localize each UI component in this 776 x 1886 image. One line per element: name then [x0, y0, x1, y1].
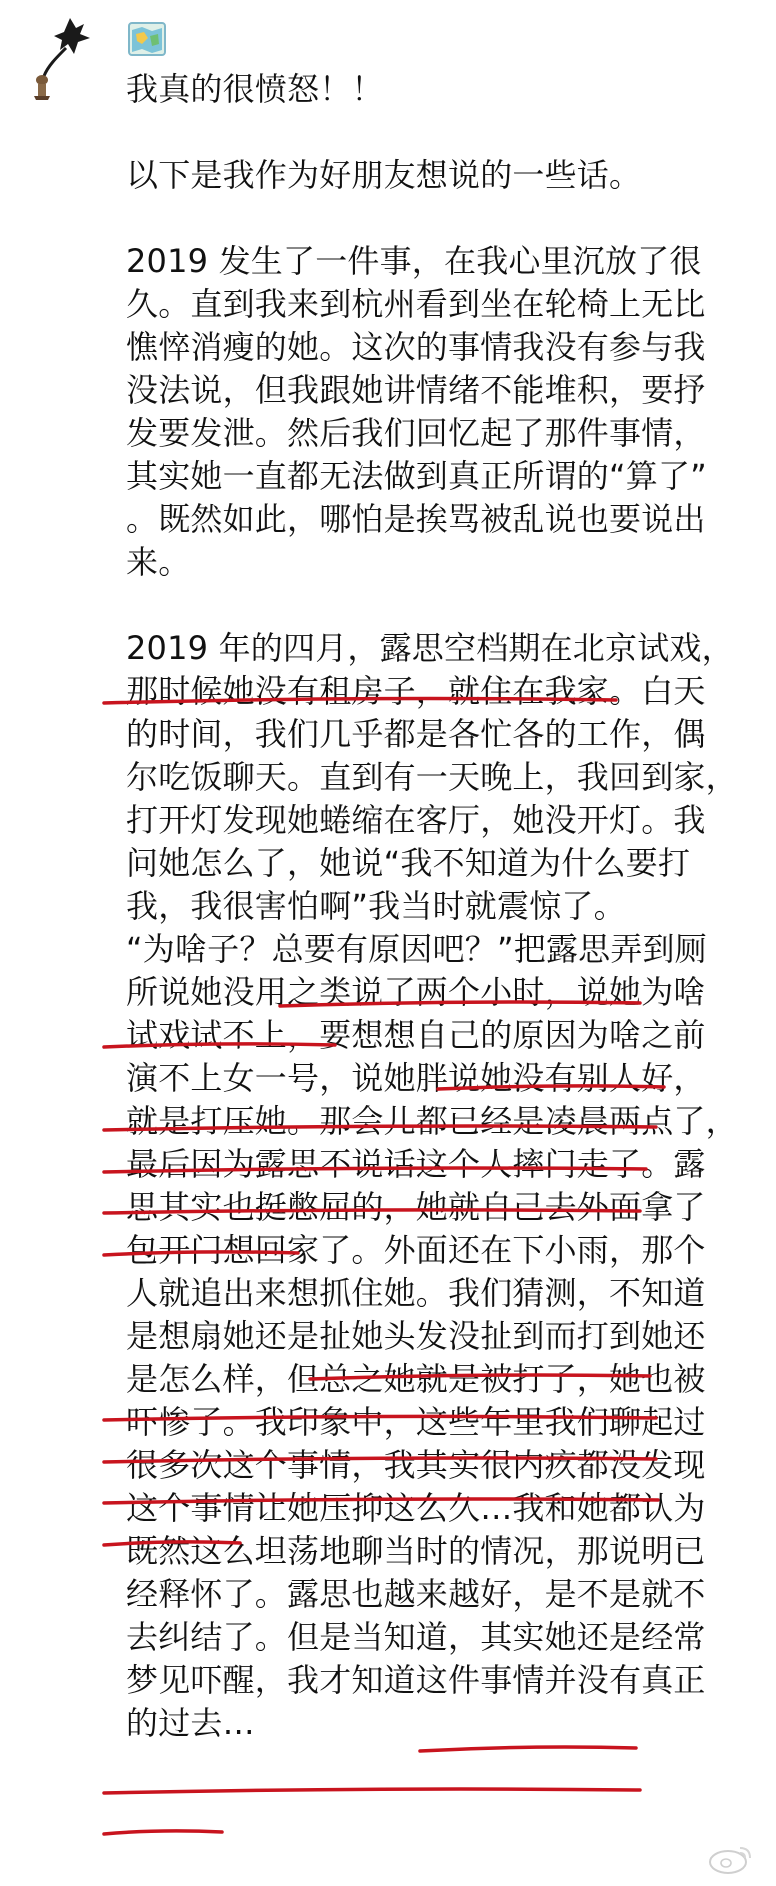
post-line-27: 思其实也挺憋屈的，她就自己去外面拿了	[126, 1188, 706, 1226]
post-line-17: 尔吃饭聊天。直到有一天晚上，我回到家，	[126, 758, 738, 796]
post-line-5: 2019 发生了一件事，在我心里沉放了很	[126, 242, 702, 280]
post-line-19: 问她怎么了，她说“我不知道为什么要打	[126, 844, 691, 882]
post-line-39: 的过去…	[126, 1704, 255, 1742]
post-line-11: 。既然如此，哪怕是挨骂被乱说也要说出	[126, 500, 706, 538]
underline-stroke	[104, 1789, 640, 1793]
post-line-21: “为啥子？总要有原因吧？”把露思弄到厕	[126, 930, 707, 968]
post-line-36: 经释怀了。露思也越来越好，是不是就不	[126, 1575, 706, 1613]
underline-stroke	[420, 1747, 636, 1751]
post-line-14: 2019 年的四月，露思空档期在北京试戏，	[126, 629, 734, 667]
post-line-25: 就是打压她。那会儿都已经是凌晨两点了，	[126, 1102, 738, 1140]
post-line-3: 以下是我作为好朋友想说的一些话。	[126, 156, 642, 194]
underline-stroke	[104, 1831, 222, 1834]
user-avatar[interactable]	[26, 14, 96, 102]
post-line-12: 来。	[126, 543, 191, 581]
post-line-23: 试戏试不上，要想想自己的原因为啥之前	[126, 1016, 706, 1054]
post-line-29: 人就追出来想抓住她。我们猜测，不知道	[126, 1274, 706, 1312]
post-line-38: 梦见吓醒，我才知道这件事情并没有真正	[126, 1661, 706, 1699]
post-line-6: 久。直到我来到杭州看到坐在轮椅上无比	[126, 285, 706, 323]
paragraph-gap	[126, 111, 766, 154]
figure-silhouette-avatar-icon	[34, 18, 90, 100]
post-line-16: 的时间，我们几乎都是各忙各的工作，偶	[126, 715, 706, 753]
post-line-18: 打开灯发现她蜷缩在客厅，她没开灯。我	[126, 801, 706, 839]
post-line-22: 所说她没用之类说了两个小时，说她为啥	[126, 973, 706, 1011]
paragraph-gap	[126, 584, 766, 627]
post-line-9: 发要发泄。然后我们回忆起了那件事情，	[126, 414, 706, 452]
post-line-37: 去纠结了。但是当知道，其实她还是经常	[126, 1618, 706, 1656]
post-line-20: 我，我很害怕啊”我当时就震惊了。	[126, 887, 626, 925]
post-line-33: 很多次这个事情，我其实很内疚都没发现	[126, 1446, 706, 1484]
map-badge-icon	[128, 22, 166, 56]
weibo-watermark-icon	[704, 1842, 756, 1876]
post-line-8: 没法说，但我跟她讲情绪不能堆积，要抒	[126, 371, 706, 409]
post-line-10: 其实她一直都无法做到真正所谓的“算了”	[126, 457, 707, 495]
paragraph-gap	[126, 197, 766, 240]
post-line-31: 是怎么样，但总之她就是被打了，她也被	[126, 1360, 706, 1398]
post-line-30: 是想扇她还是扯她头发没扯到而打到她还	[126, 1317, 706, 1355]
post-line-32: 吓惨了。我印象中，这些年里我们聊起过	[126, 1403, 706, 1441]
post-line-7: 憔悴消瘦的她。这次的事情我没有参与我	[126, 328, 706, 366]
post-line-35: 既然这么坦荡地聊当时的情况，那说明已	[126, 1532, 706, 1570]
post-line-1: 我真的很愤怒！！	[126, 70, 384, 108]
post-text	[126, 68, 766, 1745]
post-line-24: 演不上女一号，说她胖说她没有别人好，	[126, 1059, 706, 1097]
post-line-34: 这个事情让她压抑这么久…我和她都认为	[126, 1489, 706, 1527]
post-line-26: 最后因为露思不说话这个人摔门走了。露	[126, 1145, 706, 1183]
post-line-15: 那时候她没有租房子，就住在我家。白天	[126, 672, 706, 710]
post-line-28: 包开门想回家了。外面还在下小雨，那个	[126, 1231, 706, 1269]
